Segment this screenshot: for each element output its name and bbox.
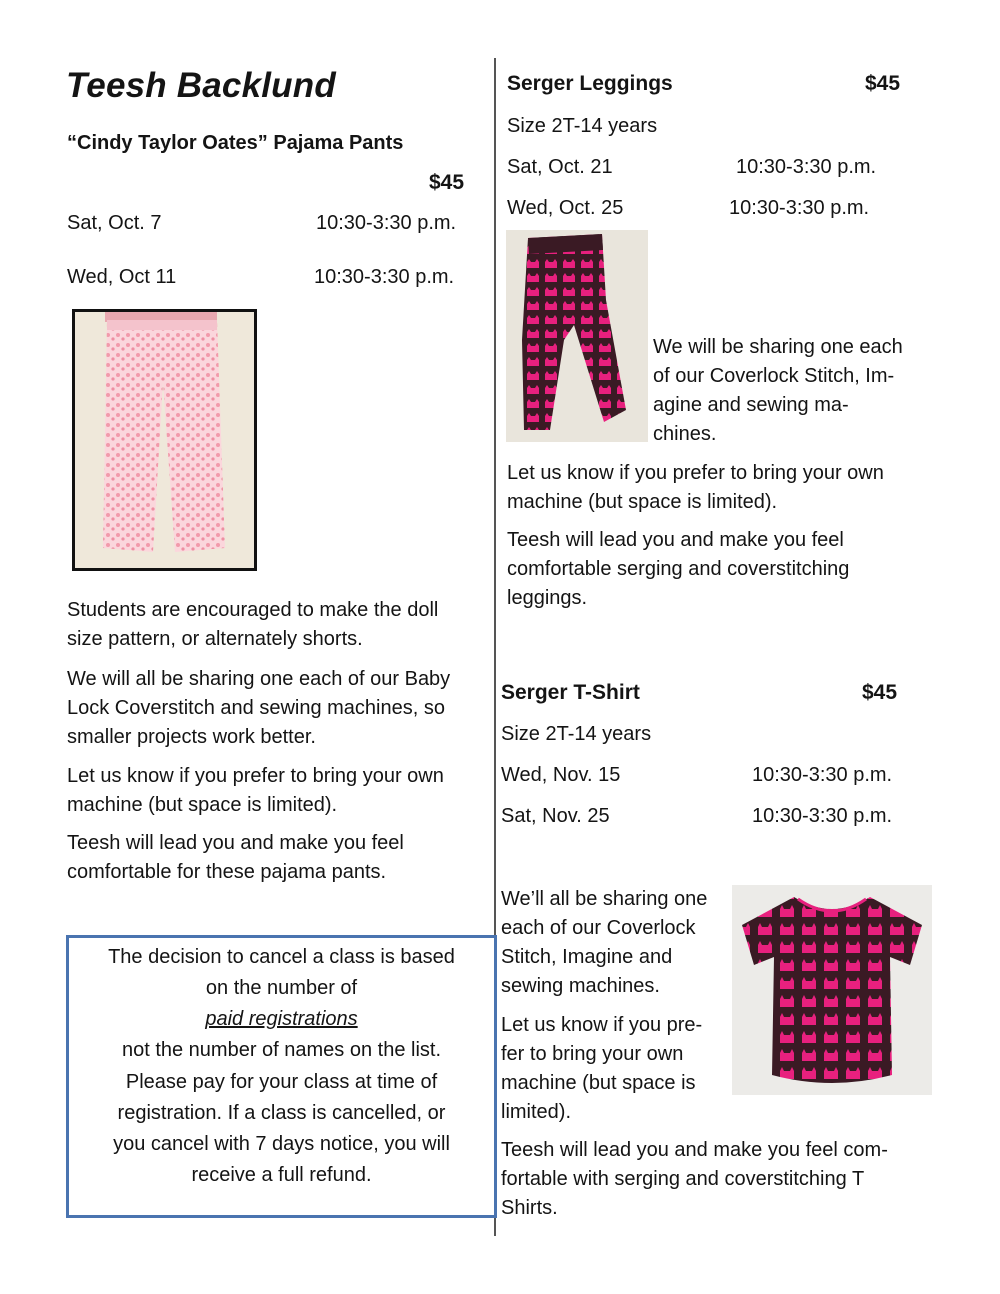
pajama-class-title: “Cindy Taylor Oates” Pajama Pants bbox=[67, 132, 404, 154]
tshirt-session-1-time: 10:30-3:30 p.m. bbox=[752, 764, 893, 786]
leggings-photo bbox=[506, 230, 648, 442]
text-line: Teesh will lead you and make you feel bbox=[67, 832, 404, 854]
tshirt-photo bbox=[732, 885, 932, 1095]
text-line: of our Coverlock Stitch, Im- bbox=[653, 365, 895, 387]
text-line: comfortable serging and coverstitching bbox=[507, 558, 850, 580]
text-line: each of our Coverlock bbox=[501, 917, 696, 939]
text-line: Lock Coverstitch and sewing machines, so bbox=[67, 697, 445, 719]
tshirt-session-1-day: Wed, Nov. 15 bbox=[501, 764, 621, 786]
text-line: Shirts. bbox=[501, 1197, 558, 1219]
cancellation-notice-box bbox=[66, 935, 497, 1218]
leggings-class-price: $45 bbox=[865, 72, 901, 95]
text-line: Let us know if you pre- bbox=[501, 1014, 703, 1036]
text-line: Students are encouraged to make the doll bbox=[67, 599, 439, 621]
tshirt-illustration bbox=[732, 885, 932, 1095]
notice-line: on the number of bbox=[205, 977, 358, 999]
pajama-paragraph-1 bbox=[67, 596, 438, 654]
tshirt-size-range: Size 2T-14 years bbox=[501, 723, 652, 745]
text-line: sewing machines. bbox=[501, 975, 660, 997]
text-line: Teesh will lead you and make you feel bbox=[507, 529, 844, 551]
leggings-session-1-day: Sat, Oct. 21 bbox=[507, 156, 613, 178]
notice-line: receive a full refund. bbox=[191, 1164, 372, 1186]
pajama-session-1-day: Sat, Oct. 7 bbox=[67, 212, 162, 234]
tshirt-side-paragraph-1 bbox=[501, 885, 707, 1001]
pajama-paragraph-3 bbox=[67, 762, 444, 820]
leggings-session-2-day: Wed, Oct. 25 bbox=[507, 197, 624, 219]
leggings-paragraph-2 bbox=[507, 526, 849, 613]
notice-paid-registrations: paid registrations bbox=[205, 1008, 358, 1030]
text-line: smaller projects work better. bbox=[67, 726, 316, 748]
text-line: machine (but space is limited). bbox=[67, 794, 338, 816]
leggings-side-text bbox=[653, 333, 903, 449]
leggings-class-title: Serger Leggings bbox=[507, 72, 673, 95]
tshirt-class-title: Serger T-Shirt bbox=[501, 681, 640, 704]
pajama-session-1-time: 10:30-3:30 p.m. bbox=[316, 212, 457, 234]
text-line: comfortable for these pajama pants. bbox=[67, 861, 387, 883]
text-line: machine (but space is limited). bbox=[507, 491, 778, 513]
text-line: Let us know if you prefer to bring your own bbox=[507, 462, 884, 484]
text-line: agine and sewing ma- bbox=[653, 394, 849, 416]
text-line: We’ll all be sharing one bbox=[501, 888, 708, 910]
notice-line: The decision to cancel a class is based bbox=[108, 946, 455, 968]
pajama-pants-photo bbox=[72, 309, 257, 571]
text-line: leggings. bbox=[507, 587, 588, 609]
notice-line: registration. If a class is cancelled, or bbox=[117, 1102, 446, 1124]
notice-line: Please pay for your class at time of bbox=[125, 1071, 438, 1093]
text-line: fortable with serging and coverstitching T bbox=[501, 1168, 865, 1190]
leggings-session-2-time: 10:30-3:30 p.m. bbox=[729, 197, 870, 219]
pajama-class-price: $45 bbox=[429, 171, 465, 194]
leggings-paragraph-1 bbox=[507, 459, 884, 517]
text-line: chines. bbox=[653, 423, 717, 445]
text-line: Let us know if you prefer to bring your own bbox=[67, 765, 444, 787]
tshirt-paragraph bbox=[501, 1136, 888, 1223]
pajama-paragraph-4 bbox=[67, 829, 404, 887]
leggings-session-1-time: 10:30-3:30 p.m. bbox=[736, 156, 877, 178]
tshirt-session-2-day: Sat, Nov. 25 bbox=[501, 805, 610, 827]
text-line: fer to bring your own bbox=[501, 1043, 684, 1065]
notice-line: not the number of names on the list. bbox=[121, 1039, 442, 1061]
tshirt-session-2-time: 10:30-3:30 p.m. bbox=[752, 805, 893, 827]
pajama-pants-illustration bbox=[75, 312, 254, 568]
leggings-illustration bbox=[506, 230, 648, 442]
text-line: We will all be sharing one each of our Baby bbox=[67, 668, 451, 690]
text-line: Stitch, Imagine and bbox=[501, 946, 673, 968]
pajama-session-2-time: 10:30-3:30 p.m. bbox=[314, 266, 455, 288]
text-line: limited). bbox=[501, 1101, 572, 1123]
tshirt-side-paragraph-2 bbox=[501, 1011, 702, 1127]
text-line: machine (but space is bbox=[501, 1072, 696, 1094]
pajama-session-2-day: Wed, Oct 11 bbox=[67, 266, 177, 288]
leggings-size-range: Size 2T-14 years bbox=[507, 115, 658, 137]
text-line: We will be sharing one each bbox=[653, 336, 903, 358]
pajama-paragraph-2 bbox=[67, 665, 450, 752]
text-line: size pattern, or alternately shorts. bbox=[67, 628, 363, 650]
tshirt-class-price: $45 bbox=[862, 681, 898, 704]
notice-line: you cancel with 7 days notice, you will bbox=[113, 1133, 450, 1155]
instructor-name: Teesh Backlund bbox=[66, 66, 336, 105]
text-line: Teesh will lead you and make you feel com- bbox=[501, 1139, 888, 1161]
